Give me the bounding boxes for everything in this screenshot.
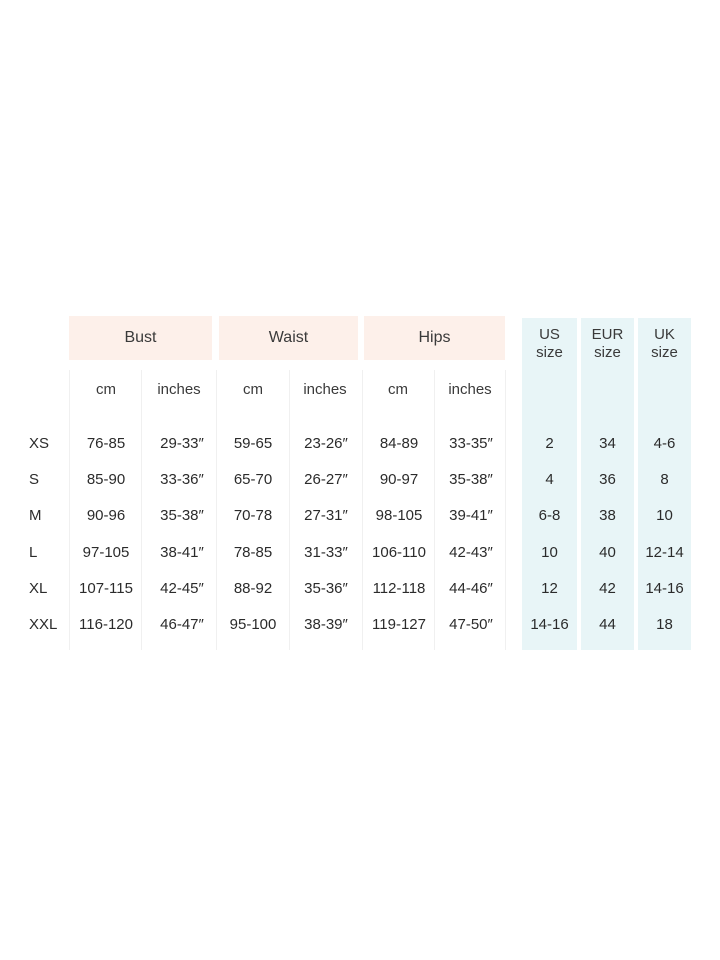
waist-header — [219, 316, 358, 360]
eur-size-cell: 38 — [599, 507, 616, 524]
us-size-cell: 4 — [545, 471, 554, 488]
uk-size-cell: 18 — [656, 616, 673, 633]
bust-inches-cell: 38-41″ — [160, 544, 204, 561]
hips-cm-header: cm — [388, 381, 408, 398]
size-label: L — [29, 544, 38, 561]
waist-cm-cell: 70-78 — [233, 507, 273, 524]
hips-header — [364, 316, 505, 360]
us-size-cell: 2 — [545, 435, 554, 452]
size-label: XXL — [29, 616, 58, 633]
column-divider — [69, 370, 70, 650]
waist-header-label: Waist — [268, 329, 309, 346]
waist-cm-cell: 59-65 — [233, 435, 273, 452]
bust-inches-cell: 42-45″ — [160, 580, 204, 597]
bust-cm-cell: 116-120 — [79, 616, 133, 633]
bust-cm-cell: 107-115 — [79, 580, 133, 597]
uk-size-header — [638, 326, 691, 362]
hips-inches-cell: 47-50″ — [449, 616, 493, 633]
uk-size-cell: 14-16 — [645, 580, 684, 597]
us-size-cell: 6-8 — [538, 507, 561, 524]
us-size-header — [522, 326, 577, 362]
eur-size-header-line2: size — [594, 344, 621, 361]
us-size-cell: 14-16 — [530, 616, 569, 633]
hips-inches-cell: 42-43″ — [449, 544, 493, 561]
uk-size-header-line1: UK — [654, 326, 675, 343]
waist-inches-cell: 31-33″ — [304, 544, 348, 561]
hips-inches-cell: 39-41″ — [449, 507, 493, 524]
eur-size-cell: 36 — [599, 471, 616, 488]
hips-inches-header: inches — [448, 381, 492, 398]
us-size-cell: 12 — [541, 580, 558, 597]
size-label: XL — [29, 580, 48, 597]
bust-cm-cell: 85-90 — [86, 471, 126, 488]
bust-inches-cell: 29-33″ — [160, 435, 204, 452]
size-label: XS — [29, 435, 50, 452]
waist-cm-header: cm — [243, 381, 263, 398]
size-label: S — [29, 471, 40, 488]
hips-inches-cell: 44-46″ — [449, 580, 493, 597]
bust-header — [69, 316, 212, 360]
hips-header-label: Hips — [418, 329, 451, 346]
eur-size-cell: 42 — [599, 580, 616, 597]
eur-size-header-line1: EUR — [591, 326, 624, 343]
waist-inches-cell: 23-26″ — [304, 435, 348, 452]
waist-inches-header: inches — [303, 381, 347, 398]
hips-cm-cell: 90-97 — [379, 471, 419, 488]
bust-inches-cell: 46-47″ — [160, 616, 204, 633]
hips-cm-cell: 112-118 — [372, 580, 426, 597]
bust-inches-cell: 35-38″ — [160, 507, 204, 524]
bust-cm-cell: 76-85 — [86, 435, 126, 452]
bust-header-label: Bust — [124, 329, 157, 346]
hips-cm-cell: 119-127 — [372, 616, 426, 633]
us-size-header-line2: size — [536, 344, 563, 361]
waist-cm-cell: 65-70 — [233, 471, 273, 488]
bust-inches-header: inches — [157, 381, 201, 398]
waist-cm-cell: 95-100 — [229, 616, 277, 633]
waist-cm-cell: 78-85 — [233, 544, 273, 561]
uk-size-header-line2: size — [651, 344, 678, 361]
bust-cm-cell: 90-96 — [86, 507, 126, 524]
hips-inches-cell: 35-38″ — [449, 471, 493, 488]
hips-cm-cell: 98-105 — [375, 507, 423, 524]
eur-size-cell: 44 — [599, 616, 616, 633]
us-size-cell: 10 — [541, 544, 558, 561]
size-label: M — [29, 507, 42, 524]
waist-inches-cell: 35-36″ — [304, 580, 348, 597]
waist-inches-cell: 27-31″ — [304, 507, 348, 524]
hips-inches-cell: 33-35″ — [449, 435, 493, 452]
eur-size-header — [581, 326, 634, 362]
uk-size-cell: 10 — [656, 507, 673, 524]
bust-inches-cell: 33-36″ — [160, 471, 204, 488]
eur-size-cell: 34 — [599, 435, 616, 452]
bust-cm-header: cm — [96, 381, 116, 398]
uk-size-cell: 4-6 — [653, 435, 676, 452]
hips-cm-cell: 106-110 — [372, 544, 426, 561]
eur-size-cell: 40 — [599, 544, 616, 561]
column-divider — [141, 370, 142, 650]
waist-inches-cell: 26-27″ — [304, 471, 348, 488]
waist-inches-cell: 38-39″ — [304, 616, 348, 633]
hips-cm-cell: 84-89 — [379, 435, 419, 452]
bust-cm-cell: 97-105 — [82, 544, 130, 561]
uk-size-cell: 8 — [660, 471, 669, 488]
waist-cm-cell: 88-92 — [233, 580, 273, 597]
uk-size-cell: 12-14 — [645, 544, 684, 561]
us-size-header-line1: US — [539, 326, 560, 343]
